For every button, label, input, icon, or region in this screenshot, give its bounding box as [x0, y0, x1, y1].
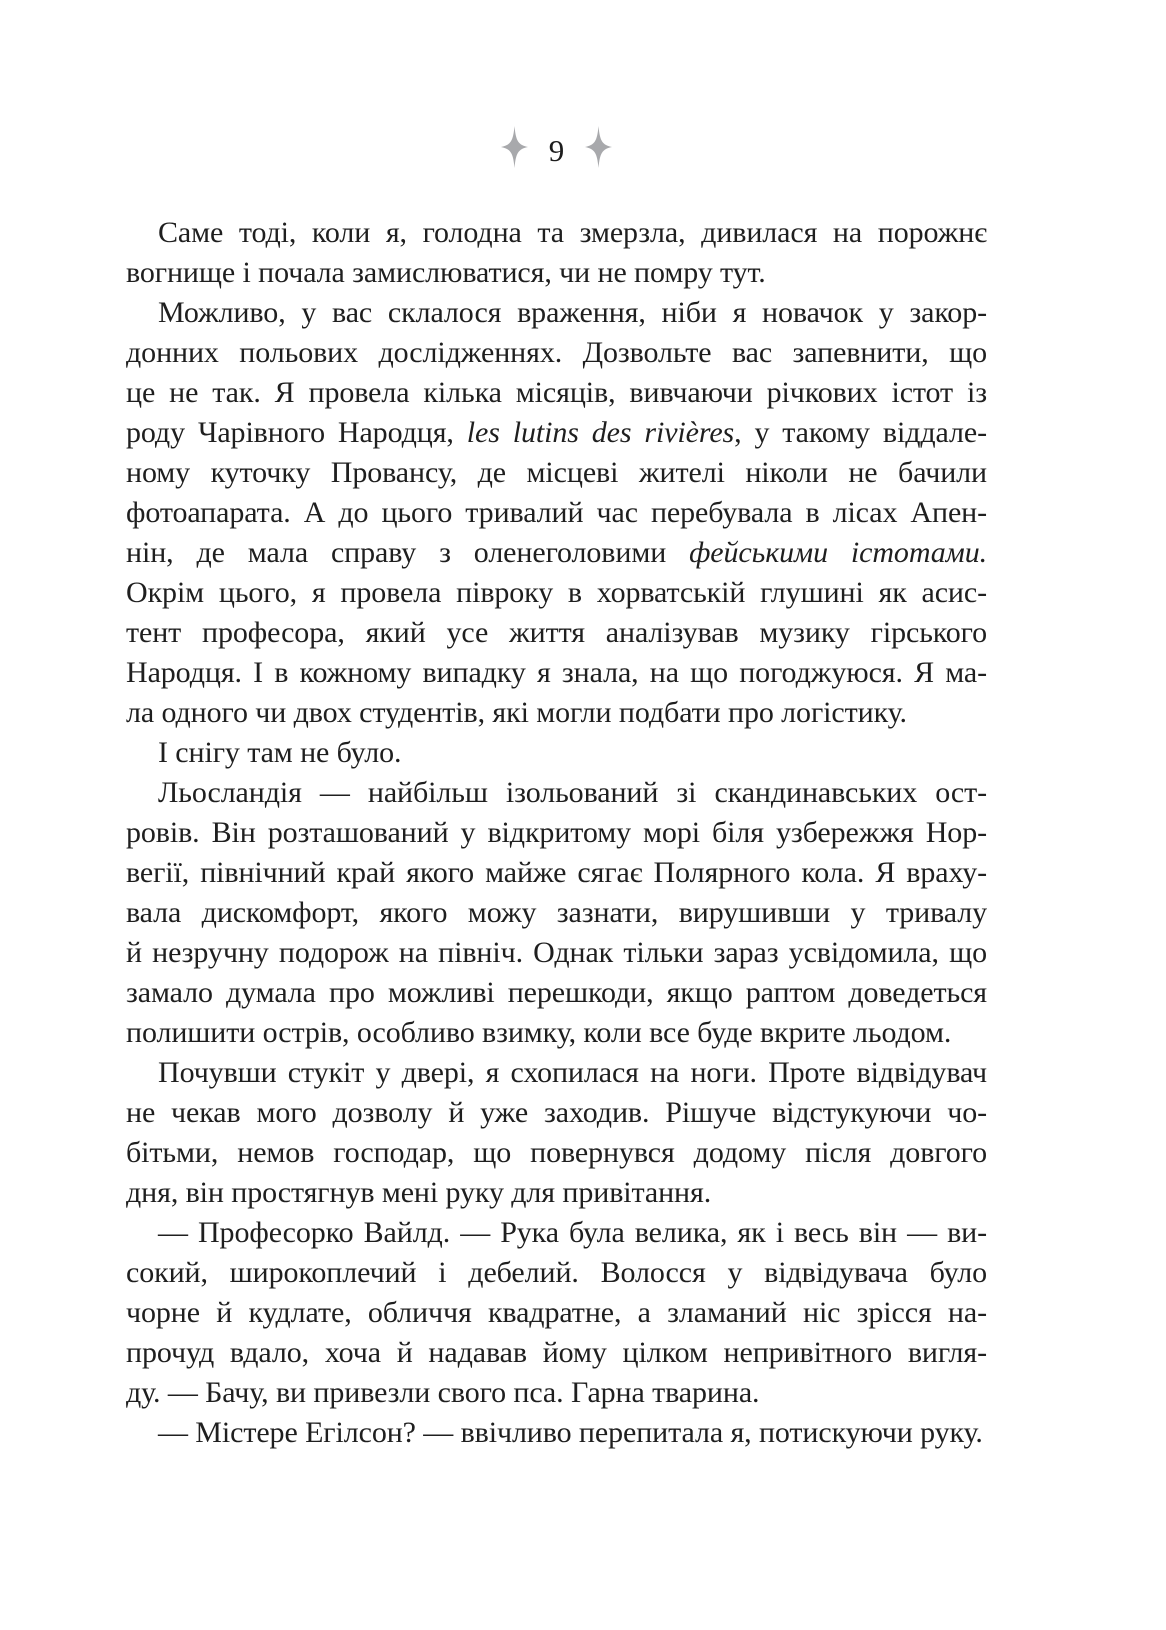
text-line: І снігу там не було. [158, 736, 402, 769]
sparkle-left-icon [501, 126, 528, 168]
paragraph [126, 1053, 987, 1213]
text-line: Народця. І в кожному випадку я знала, на що погоджуюся. Я ма- [126, 656, 987, 689]
text-line [126, 533, 987, 573]
text-line: сокий, широкоплечий і дебелий. Волосся у відвідувача було [126, 1256, 987, 1289]
text-line: Почувши стукіт у двері, я схопилася на ноги. Проте відвідувач [158, 1056, 987, 1089]
text-line: не чекав мого дозволу й уже заходив. Рішуче відстукуючи чо- [126, 1096, 987, 1129]
text-line: ному куточку Провансу, де місцеві жителі ніколи не бачили [126, 456, 987, 489]
text-line: Окрім цього, я провела півроку в хорватській глушині як асис- [126, 576, 987, 609]
paragraph [126, 1413, 987, 1453]
text-line: вогнище і почала замислюватися, чи не помру тут. [126, 256, 766, 289]
text-segment: роду Чарівного Народця, [126, 416, 467, 449]
text-line: це не так. Я провела кілька місяців, вивчаючи річкових істот із [126, 376, 987, 409]
text-line: ла одного чи двох студентів, які могли подбати про логістику. [126, 696, 907, 729]
text-line: бітьми, немов господар, що повернувся додому після довгого [126, 1136, 987, 1169]
text-line: чорне й кудлате, обличчя квадратне, а зламаний ніс зрісся на- [126, 1296, 987, 1329]
text-line: ду. — Бачу, ви привезли свого пса. Гарна тварина. [126, 1376, 760, 1409]
text-line: — Містере Егілсон? — ввічливо перепитала я, потискуючи руку. [158, 1416, 983, 1449]
paragraph [126, 733, 987, 773]
paragraph [126, 213, 987, 293]
text-line: донних польових дослідженнях. Дозвольте вас запевнити, що [126, 336, 987, 369]
text-line: полишити острів, особливо взимку, коли все буде вкрите льодом. [126, 1016, 952, 1049]
text-line: й незручну подорож на північ. Однак тільки зараз усвідомила, що [126, 936, 987, 969]
text-line: Саме тоді, коли я, голодна та змерзла, дивилася на порожнє [158, 216, 987, 249]
text-line: прочуд вдало, хоча й надавав йому цілком непривітного вигля- [126, 1336, 987, 1369]
text-line [126, 413, 987, 453]
text-block [126, 213, 987, 1453]
text-line: ровів. Він розташований у відкритому морі біля узбережжя Нор- [126, 816, 987, 849]
paragraph [126, 773, 987, 1053]
text-line: тент професора, який усе життя аналізував музику гірського [126, 616, 987, 649]
paragraph [126, 293, 987, 733]
text-line: вала дискомфорт, якого можу зазнати, вирушивши у тривалу [126, 896, 987, 929]
page-header [126, 124, 987, 170]
text-line: фотоапарата. А до цього тривалий час перебувала в лісах Апен- [126, 496, 987, 529]
text-line: Можливо, у вас склалося враження, ніби я новачок у закор- [158, 296, 987, 329]
text-line: замало думала про можливі перешкоди, якщо раптом доведеться [126, 976, 987, 1009]
text-line: дня, він простягнув мені руку для привітання. [126, 1176, 712, 1209]
text-segment: нін, де мала справу з оленеголовими [126, 536, 690, 569]
page-number: 9 [548, 132, 565, 168]
paragraph [126, 1213, 987, 1413]
text-line: — Професорко Вайлд. — Рука була велика, як і весь він — ви- [158, 1216, 987, 1249]
text-line: Льосландія — найбільш ізольований зі скандинавських ост- [158, 776, 987, 809]
sparkle-right-icon [585, 126, 612, 168]
italic-phrase: фейськими істотами. [689, 536, 987, 569]
text-line: вегії, північний край якого майже сягає Полярного кола. Я враху- [126, 856, 987, 889]
italic-phrase: les lutins des rivières [466, 416, 735, 449]
text-segment: , у такому віддале- [734, 416, 987, 449]
